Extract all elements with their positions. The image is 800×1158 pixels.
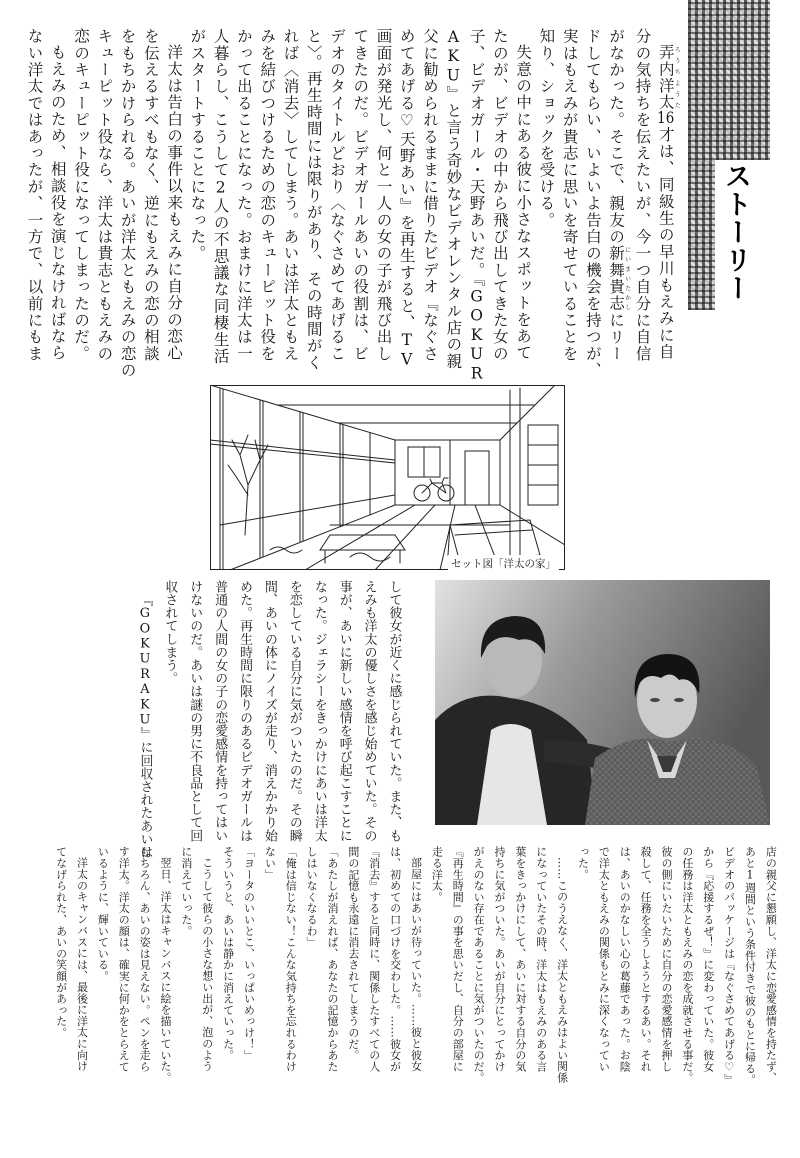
text-column: 『消去』すると同時に、関係したすべての人: [367, 846, 381, 1072]
text-column: は、あいのかなしい心の葛藤であった。お陰: [618, 846, 632, 1072]
text-column: を恋している自分に気がついたのだ。その瞬: [286, 580, 302, 842]
text-column: れば〈消去〉してしまう。あいは洋太ともえ: [281, 28, 300, 362]
text-column: 洋太のキャンバスには、最後に洋太に向け: [75, 857, 89, 1072]
text-column: がえのない存在であることに気がついたのだ。: [472, 846, 486, 1084]
story-text-bottom: [50, 846, 781, 1092]
text-column: 『GOKURAKU』に回収されたあいは: [137, 592, 153, 859]
text-column: なった。ジェラシーをきっかけにあいは洋太: [311, 580, 327, 842]
upright-latin: TV: [397, 331, 416, 370]
text-column: 間の記憶も永遠に消去されてしまうのだ。: [346, 846, 360, 1061]
text-column: に消えていった。: [179, 846, 193, 937]
text-column: 店の親父に懇願し、洋太に恋愛感情を持たず、: [764, 846, 778, 1084]
text-column: ドしてもらい、いよいよ告白の機会を持つが、: [583, 28, 602, 379]
text-column: そういうと、あいは静かに消えていった。: [221, 846, 235, 1061]
text-column: 画面が発光し、何と一人の女の子が飛び出し: [374, 28, 393, 362]
text-column: デオのタイトルどおり〈なぐさめてあげるこ: [327, 28, 346, 362]
story-text-top: [22, 28, 681, 384]
text-column: [604, 28, 630, 380]
upright-latin: 2: [211, 178, 230, 198]
decorative-texture-upper: [688, 0, 770, 160]
text-column: てなげられた、あいの笑顔があった。: [54, 846, 68, 1039]
text-column: かって出ることになった。おまけに洋太は一: [234, 28, 253, 362]
text-column: 「俺は信じない！こんな気持ちを忘れるわけ: [284, 846, 298, 1072]
name-with-reading: [656, 43, 681, 111]
text-column: ない洋太ではあったが、一方で、以前にもま: [25, 28, 44, 362]
ruby-reading: にいまいたかし: [623, 245, 631, 312]
table: [320, 535, 405, 563]
text-column: めた。再生時間に限りのあるビデオガールは: [237, 580, 253, 842]
text-column: ない」: [263, 846, 277, 880]
text-column: 『再生時間』の事を思いだし、自分の部屋に: [451, 846, 465, 1072]
text-column: もちろん、あいの姿は見えない。ペンを走ら: [138, 846, 152, 1072]
text-column: 間、あいの体にノイズが走り、消えかかり始: [261, 580, 277, 842]
text-column: けないのだ。あいは謎の男に不良品として回: [187, 580, 203, 842]
text-column: をもちかけられる。あいが洋太ともえみの恋の: [118, 28, 137, 379]
text-column: たのが、ビデオの中から飛び出してきた女の: [490, 28, 509, 362]
text-column: 実はもえみが貴志に思いを寄せていることを: [560, 28, 579, 362]
text-segment: 16才は、同級生の早川もえみに自: [656, 110, 675, 360]
text-column: てきたのだ。ビデオガールあいの役割は、ビ: [351, 28, 370, 362]
text-column: 翌日、洋太はキャンバスに絵を描いていた。: [159, 857, 173, 1083]
text-column: 「ヨータのいいとこ、いっぱいめっけ！」: [242, 846, 256, 1061]
sketch-frame: [211, 386, 565, 570]
ruby-reading: ろうちようた: [673, 43, 681, 111]
text-column: がスタートすることになった。: [188, 28, 207, 262]
text-column: [653, 28, 679, 380]
decorative-texture-lower: [688, 160, 715, 310]
sketch-caption: セット図「洋太の家」: [448, 555, 559, 572]
text-column: 知り、ショックを受ける。: [537, 28, 556, 229]
text-segment: にリー: [607, 311, 626, 363]
ruby-base: 新舞貴志: [607, 245, 626, 312]
text-column: を伝えるすべもなく、逆にもえみの恋の相談: [141, 28, 160, 362]
back-wall: [395, 440, 500, 505]
ruby-base: 弄内洋太: [656, 43, 675, 111]
upright-latin: GOKURAKU: [137, 606, 153, 728]
text-column: AKU』と言う奇妙なビデオレンタル店の親: [444, 28, 463, 370]
text-column: して彼女が近くに感じられていた。また、も: [386, 580, 402, 842]
text-column: 洋太は告白の事件以来もえみに自分の恋心: [165, 43, 184, 361]
text-column: 収されてしまう。: [162, 580, 178, 685]
section-heading: ストーリー: [720, 162, 751, 302]
text-column: いるように、輝いている。: [96, 846, 110, 982]
text-column: えみも洋太の優しさを感じ始めていた。その: [361, 580, 377, 842]
text-column: 葉をきっかけにして、あいに対する自分の気: [513, 846, 527, 1072]
text-column: は、初めての口づけを交わした。……彼女が: [388, 846, 402, 1072]
story-text-middle: [132, 580, 406, 859]
floor-clutter: [270, 547, 390, 561]
text-column: 持ちに気がついた。あいが自分にとってかけ: [493, 846, 507, 1072]
text-column: 人暮らし、こうして2人の不思議な同棲生活: [211, 28, 230, 365]
tcy-number: 16: [657, 110, 675, 126]
text-segment: がなかった。そこで、親友の: [607, 28, 626, 246]
text-column: キューピット役なら、洋太は貴志ともえみの: [95, 28, 114, 362]
text-column: 普通の人間の女の子の恋愛感情を持ってはい: [212, 580, 228, 842]
upright-latin: 1: [743, 868, 757, 882]
name-with-reading: [607, 245, 631, 312]
upright-latin: GOKUR: [467, 287, 486, 384]
text-column: 事が、あいに新しい感情を呼び起こすことに: [336, 580, 352, 842]
text-column: から『応援するぜ！』に変わっていた。彼女: [701, 846, 715, 1072]
text-column: の任務は洋太ともえみの恋を成就させる事だ。: [680, 846, 694, 1084]
text-column: もえみのため、相談役を演じなければなら: [48, 43, 67, 361]
text-column: と〉。再生時間には限りがあり、その時間がく: [304, 28, 323, 371]
text-column: めてあげる♡天野あい』を再生すると、TV: [397, 28, 416, 370]
text-column: ……このうえなく、洋太ともえみはよい関係: [555, 857, 569, 1083]
set-sketch-drawing: [210, 385, 565, 570]
text-column: あと1週間という条件付きで彼のもとに帰る。: [743, 846, 757, 1086]
text-column: みを結びつけるための恋のキューピット役を: [258, 28, 277, 362]
text-column: で洋太ともえみの関係もとみに深くなってい: [597, 846, 611, 1072]
text-column: す洋太。洋太の顔は、確実に何かをとらえて: [117, 846, 131, 1072]
text-column: 部屋にはあいが待っていた。……彼と彼女: [409, 857, 423, 1072]
text-column: 走る洋太。: [430, 846, 444, 903]
upright-latin: AKU: [444, 28, 463, 86]
text-column: 恋のキューピット役になってしまったのだ。: [72, 28, 91, 362]
text-column: になっていたその時、洋太はもえみのある言: [534, 846, 548, 1072]
text-column: 失意の中にある彼に小さなスポットをあて: [514, 43, 533, 361]
text-column: 子、ビデオガール・天野あいだ。『GOKUR: [467, 28, 486, 384]
text-column: 父に勧められるままに借りたビデオ『なぐさ: [421, 28, 440, 362]
text-column: 「あたしが消えれば、あなたの記憶からあた: [326, 846, 340, 1072]
text-column: しはいなくなるわ」: [305, 846, 319, 948]
text-column: 殺して、任務を全うしようとするあい。それ: [639, 846, 653, 1072]
text-column: 彼の側にいたいために自分の恋愛感情を押し: [660, 846, 674, 1072]
bicycle: [414, 478, 454, 501]
text-column: 分の気持ちを伝えたいが、今一つ自分に自信: [633, 28, 652, 362]
text-column: こうして彼らの小さな想い出が、泡のよう: [200, 857, 214, 1072]
text-column: ビデオのパッケージは『なぐさめてあげる♡』: [722, 846, 736, 1086]
photo-two-actors: [435, 580, 770, 825]
text-column: った。: [576, 846, 590, 880]
